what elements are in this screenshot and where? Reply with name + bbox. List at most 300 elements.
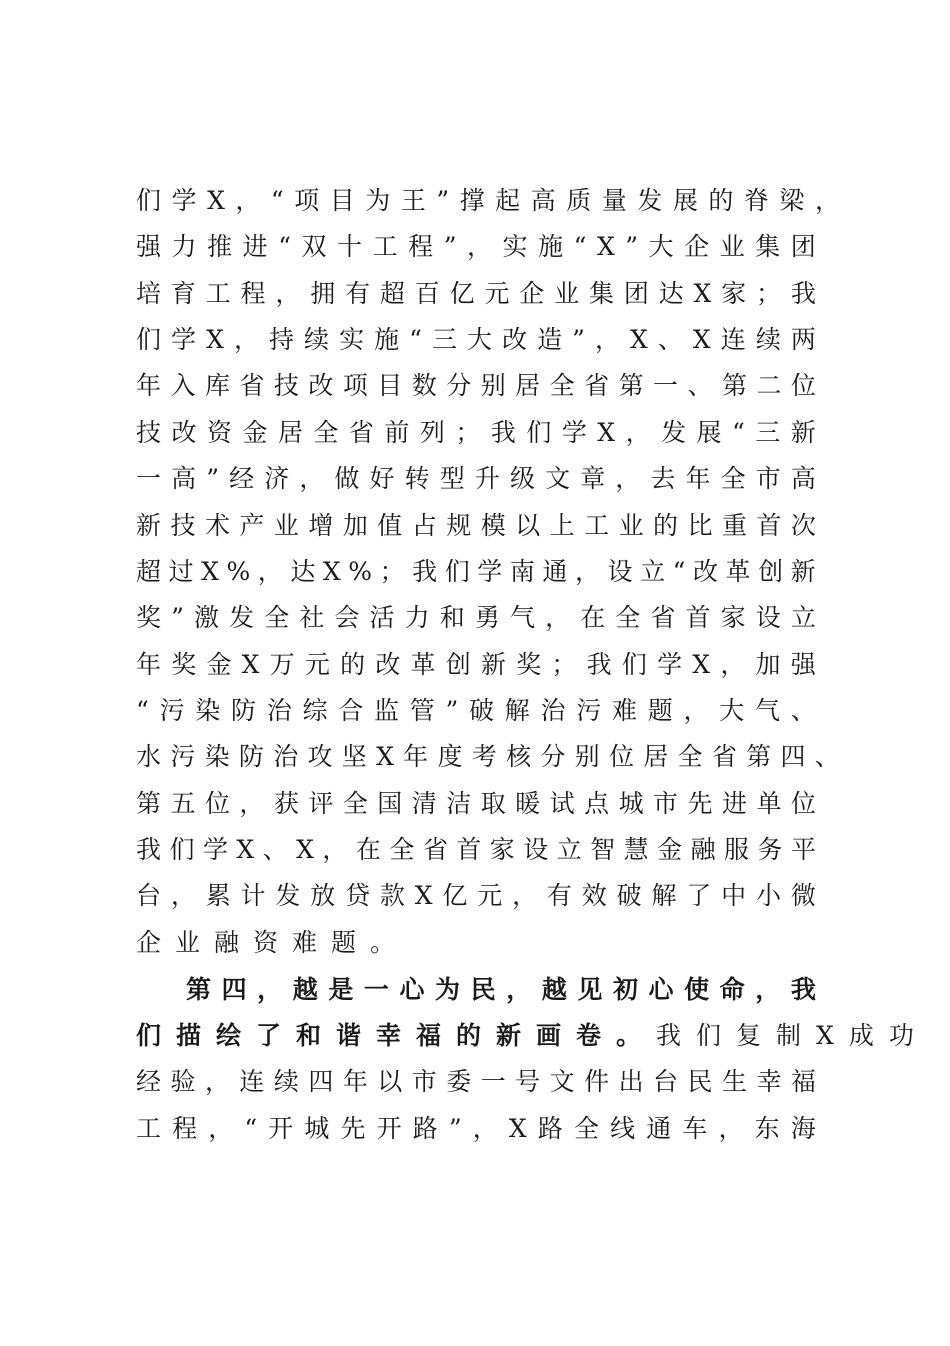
glyph: % [348, 557, 373, 586]
glyph: 量 [601, 186, 627, 215]
glyph: 三 [755, 418, 781, 447]
glyph: 企 [519, 279, 545, 308]
glyph: 全 [313, 418, 339, 447]
glyph: 全 [549, 371, 575, 400]
glyph: 连 [239, 1067, 265, 1096]
glyph: 位 [790, 371, 816, 400]
glyph: 管 [409, 696, 435, 725]
glyph: 金 [242, 418, 268, 447]
glyph: 工 [205, 279, 231, 308]
glyph: ， [545, 603, 571, 632]
glyph: 亿 [449, 279, 475, 308]
glyph: 海 [790, 1114, 816, 1143]
glyph: 的 [653, 511, 679, 540]
glyph: 首 [685, 603, 711, 632]
glyph: 的 [340, 650, 366, 679]
glyph: 染 [204, 742, 230, 771]
glyph: X [206, 325, 224, 354]
glyph: 考 [471, 742, 497, 771]
glyph: 大 [719, 696, 745, 725]
glyph: 、 [657, 325, 683, 354]
glyph: 年 [136, 650, 162, 679]
glyph: 全 [573, 1114, 599, 1143]
glyph: ， [257, 557, 283, 586]
glyph: 效 [581, 881, 607, 910]
glyph: 越 [541, 975, 567, 1004]
glyph: 第 [746, 742, 772, 771]
glyph: 在 [580, 603, 606, 632]
glyph: 产 [239, 511, 265, 540]
glyph: 力 [404, 603, 430, 632]
glyph: 高 [171, 464, 197, 493]
glyph: 家 [720, 603, 746, 632]
glyph: 全 [264, 603, 290, 632]
glyph: 评 [308, 789, 334, 818]
glyph: “ [732, 418, 745, 447]
glyph: ， [275, 279, 301, 308]
glyph: “ [244, 1114, 258, 1143]
glyph: 省 [584, 371, 610, 400]
glyph: 别 [574, 742, 600, 771]
glyph: 业 [273, 511, 299, 540]
glyph: 心 [648, 975, 674, 1004]
glyph: 发 [637, 186, 663, 215]
glyph: 展 [672, 186, 698, 215]
glyph: 位 [608, 742, 634, 771]
glyph: 增 [308, 511, 334, 540]
glyph: 亿 [442, 881, 468, 910]
glyph: 们 [526, 418, 552, 447]
glyph: 们 [621, 650, 647, 679]
glyph: 以 [515, 511, 541, 540]
text-line [136, 274, 816, 314]
glyph: 脊 [743, 186, 769, 215]
glyph: “ [270, 186, 284, 215]
glyph: 省 [650, 603, 676, 632]
glyph: 点 [584, 789, 610, 818]
text-line [136, 366, 816, 406]
glyph: ， [814, 186, 840, 215]
glyph: 和 [439, 603, 465, 632]
glyph: 五 [170, 789, 196, 818]
glyph: 目 [329, 186, 355, 215]
glyph: 四 [308, 1067, 334, 1096]
glyph: 攻 [307, 742, 333, 771]
glyph: 超 [379, 279, 405, 308]
glyph: 为 [365, 186, 391, 215]
glyph: 革 [410, 650, 436, 679]
glyph: 贷 [345, 881, 371, 910]
glyph: 家 [721, 279, 747, 308]
glyph: 创 [758, 557, 784, 586]
glyph: 济 [264, 464, 290, 493]
glyph: 占 [411, 511, 437, 540]
glyph: 中 [721, 881, 747, 910]
glyph: ； [379, 557, 405, 586]
glyph: 首 [756, 511, 782, 540]
glyph: 设 [755, 603, 781, 632]
glyph: 规 [446, 511, 472, 540]
glyph: 城 [304, 1114, 330, 1143]
glyph: 治 [273, 742, 299, 771]
glyph: ， [239, 789, 265, 818]
glyph: 上 [549, 511, 575, 540]
glyph: 强 [136, 232, 162, 261]
glyph: 值 [377, 511, 403, 540]
glyph: 元 [477, 881, 503, 910]
glyph: 一 [363, 975, 389, 1004]
glyph: 国 [377, 789, 403, 818]
glyph: X [241, 650, 260, 679]
glyph: 元 [484, 279, 510, 308]
glyph: 进 [242, 232, 268, 261]
glyph: ， [594, 325, 620, 354]
glyph: 全 [677, 742, 703, 771]
glyph: 新 [136, 511, 162, 540]
glyph: 车 [682, 1114, 708, 1143]
glyph: 我 [136, 835, 162, 864]
glyph: 发 [229, 603, 255, 632]
glyph: 气 [755, 696, 781, 725]
glyph: 创 [445, 650, 471, 679]
glyph: 家 [489, 835, 515, 864]
glyph: 学 [171, 186, 197, 215]
glyph: 改 [692, 557, 718, 586]
glyph: 全 [342, 789, 368, 818]
glyph: 路 [412, 1114, 438, 1143]
glyph: 们 [169, 835, 195, 864]
glyph: 市 [411, 1067, 437, 1096]
text-line [136, 413, 816, 453]
glyph: 、 [262, 835, 288, 864]
glyph: X [692, 325, 711, 354]
glyph: 为 [435, 975, 461, 1004]
glyph: 污 [159, 696, 185, 725]
glyph: ； [755, 279, 781, 308]
glyph: 省 [711, 742, 737, 771]
glyph: X [692, 650, 711, 679]
glyph: 金 [206, 650, 232, 679]
glyph: 库 [204, 371, 230, 400]
glyph: 省 [239, 371, 265, 400]
text-line: 企业融资难题。 [136, 928, 410, 957]
glyph: 试 [549, 789, 575, 818]
glyph: 暖 [515, 789, 541, 818]
glyph: 我 [490, 418, 516, 447]
glyph: 防 [238, 742, 264, 771]
glyph: “ [672, 557, 686, 586]
glyph: 项 [294, 186, 320, 215]
glyph: 核 [506, 742, 532, 771]
glyph: ” [443, 232, 457, 261]
glyph: 续 [273, 1067, 299, 1096]
glyph: 治 [266, 696, 292, 725]
glyph: 培 [136, 279, 162, 308]
glyph: 造 [537, 325, 563, 354]
glyph: 委 [446, 1067, 472, 1096]
text-line [136, 181, 840, 221]
glyph: 一 [480, 1067, 506, 1096]
glyph: X [508, 1114, 527, 1143]
glyph: % [226, 557, 251, 586]
glyph: 防 [231, 696, 257, 725]
glyph: 居 [277, 418, 303, 447]
glyph: ” [206, 464, 219, 493]
glyph: 务 [757, 835, 783, 864]
glyph: 立 [790, 603, 816, 632]
glyph: “ [136, 696, 149, 725]
glyph: X [414, 881, 433, 910]
glyph: 年 [136, 371, 162, 400]
text-line [136, 691, 816, 731]
glyph: 学 [657, 650, 683, 679]
glyph: 以 [377, 1067, 403, 1096]
glyph: 难 [612, 696, 638, 725]
glyph: 年 [342, 1067, 368, 1096]
glyph: 业 [719, 232, 745, 261]
glyph: 过 [168, 557, 194, 586]
glyph: 在 [355, 835, 381, 864]
glyph: 有 [546, 881, 572, 910]
glyph: 开 [268, 1114, 294, 1143]
glyph: 、 [814, 742, 840, 771]
glyph: 撑 [459, 186, 485, 215]
glyph: 首 [456, 835, 482, 864]
glyph: 万 [269, 650, 295, 679]
glyph: 高 [530, 186, 556, 215]
glyph: “ [409, 325, 422, 354]
glyph: ， [467, 232, 493, 261]
glyph: 级 [509, 464, 535, 493]
glyph: X [693, 279, 712, 308]
glyph: ” [171, 603, 184, 632]
glyph: 市 [755, 464, 781, 493]
glyph: 发 [661, 418, 687, 447]
glyph: 企 [684, 232, 710, 261]
glyph: 居 [643, 742, 669, 771]
glyph: ， [615, 464, 641, 493]
glyph: 团 [623, 279, 649, 308]
glyph: 经 [229, 464, 255, 493]
glyph: 资 [206, 418, 232, 447]
glyph: 居 [515, 371, 541, 400]
glyph: 设 [523, 835, 549, 864]
glyph: 入 [170, 371, 196, 400]
glyph: ” [445, 696, 459, 725]
glyph: 活 [369, 603, 395, 632]
glyph: 新 [480, 650, 506, 679]
glyph: 奖 [171, 650, 197, 679]
text-line [136, 784, 816, 824]
glyph: 题 [647, 696, 673, 725]
glyph: 型 [439, 464, 465, 493]
glyph: ， [755, 975, 781, 1004]
glyph: 达 [290, 557, 316, 586]
glyph: 们 [136, 325, 162, 354]
glyph: ， [720, 650, 746, 679]
glyph: 激 [193, 603, 219, 632]
glyph: 程 [240, 279, 266, 308]
glyph: 智 [590, 835, 616, 864]
glyph: ； [551, 650, 577, 679]
glyph: 项 [342, 371, 368, 400]
text-line [136, 459, 816, 499]
glyph: 工 [372, 232, 398, 261]
glyph: ” [436, 186, 450, 215]
glyph: 次 [790, 511, 816, 540]
glyph: 、 [687, 371, 713, 400]
glyph: 好 [369, 464, 395, 493]
glyph: 、 [790, 696, 816, 725]
glyph: 学 [477, 557, 503, 586]
glyph: 我 [586, 650, 612, 679]
glyph: 推 [207, 232, 233, 261]
glyph: ； [455, 418, 481, 447]
glyph: 破 [616, 881, 642, 910]
glyph: X [296, 835, 314, 864]
glyph: 慧 [623, 835, 649, 864]
glyph: 计 [240, 881, 266, 910]
glyph: 水 [136, 742, 162, 771]
glyph: 目 [377, 371, 403, 400]
glyph: 是 [328, 975, 354, 1004]
glyph: 经 [136, 1067, 162, 1096]
glyph: 四 [780, 742, 806, 771]
glyph: 比 [687, 511, 713, 540]
glyph: 百 [414, 279, 440, 308]
glyph: 累 [205, 881, 231, 910]
glyph: 坚 [341, 742, 367, 771]
glyph: 数 [411, 371, 437, 400]
glyph: 先 [340, 1114, 366, 1143]
glyph: 解 [651, 881, 677, 910]
glyph: 新 [790, 418, 816, 447]
glyph: 通 [542, 557, 568, 586]
glyph: 了 [686, 881, 712, 910]
glyph: 位 [204, 789, 230, 818]
glyph: 一 [653, 371, 679, 400]
glyph: 超 [136, 557, 162, 586]
glyph: 年 [685, 464, 711, 493]
glyph: 服 [724, 835, 750, 864]
glyph: 设 [607, 557, 633, 586]
glyph: 集 [588, 279, 614, 308]
glyph: 第 [721, 371, 747, 400]
text-line [136, 320, 816, 360]
glyph: 列 [419, 418, 445, 447]
glyph: 幸 [756, 1067, 782, 1096]
text-line [136, 552, 816, 592]
glyph: 生 [721, 1067, 747, 1096]
glyph: 会 [334, 603, 360, 632]
glyph: ” [448, 1114, 462, 1143]
glyph: 一 [136, 464, 162, 493]
text-line [136, 876, 816, 916]
glyph: 技 [273, 371, 299, 400]
text-line [136, 737, 840, 777]
glyph: 初 [612, 975, 638, 1004]
glyph: ， [506, 975, 532, 1004]
glyph: 洁 [446, 789, 472, 818]
glyph: 先 [687, 789, 713, 818]
glyph: 获 [273, 789, 299, 818]
glyph: 梁 [779, 186, 805, 215]
glyph: 程 [172, 1114, 198, 1143]
glyph: 章 [580, 464, 606, 493]
glyph: 两 [790, 325, 816, 354]
glyph: 气 [509, 603, 535, 632]
glyph: 清 [411, 789, 437, 818]
glyph: ， [625, 418, 651, 447]
glyph: 去 [650, 464, 676, 493]
glyph: 省 [422, 835, 448, 864]
glyph: ， [683, 696, 709, 725]
glyph: 分 [446, 371, 472, 400]
glyph: 出 [618, 1067, 644, 1096]
glyph: 四 [221, 975, 247, 1004]
glyph: 合 [338, 696, 364, 725]
glyph: X [207, 186, 225, 215]
glyph: 连 [720, 325, 746, 354]
glyph: 文 [545, 464, 571, 493]
glyph: 污 [170, 742, 196, 771]
glyph: 拥 [310, 279, 336, 308]
glyph: 双 [301, 232, 327, 261]
glyph: ” [572, 325, 585, 354]
text-line [136, 506, 816, 546]
glyph: 立 [556, 835, 582, 864]
glyph: 加 [755, 650, 781, 679]
glyph: 加 [342, 511, 368, 540]
glyph: 进 [721, 789, 747, 818]
glyph: 污 [576, 696, 602, 725]
glyph: 勇 [474, 603, 500, 632]
glyph: 新 [790, 557, 816, 586]
glyph: 学 [171, 325, 197, 354]
glyph: 综 [302, 696, 328, 725]
normal-segment: 我们复制X成功 [656, 1021, 929, 1050]
glyph: 南 [509, 557, 535, 586]
glyph: 改 [375, 650, 401, 679]
glyph: 治 [540, 696, 566, 725]
glyph: 育 [170, 279, 196, 308]
glyph: 业 [554, 279, 580, 308]
glyph: 达 [658, 279, 684, 308]
glyph: 十 [337, 232, 363, 261]
glyph: 台 [653, 1067, 679, 1096]
glyph: “ [573, 232, 587, 261]
glyph: 号 [515, 1067, 541, 1096]
glyph: 平 [790, 835, 816, 864]
text-line [136, 1109, 816, 1149]
glyph: 线 [610, 1114, 636, 1143]
glyph: ， [718, 1114, 744, 1143]
glyph: ， [472, 1114, 498, 1143]
glyph: 立 [640, 557, 666, 586]
glyph: 的 [708, 186, 734, 215]
glyph: 城 [618, 789, 644, 818]
glyph: 团 [790, 232, 816, 261]
glyph: 强 [790, 650, 816, 679]
glyph: 全 [389, 835, 415, 864]
glyph: 位 [790, 789, 816, 818]
glyph: ， [204, 1067, 230, 1096]
text-line [136, 645, 816, 685]
glyph: 路 [537, 1114, 563, 1143]
glyph: 学 [202, 835, 228, 864]
glyph: 持 [268, 325, 294, 354]
text-line [136, 830, 816, 870]
